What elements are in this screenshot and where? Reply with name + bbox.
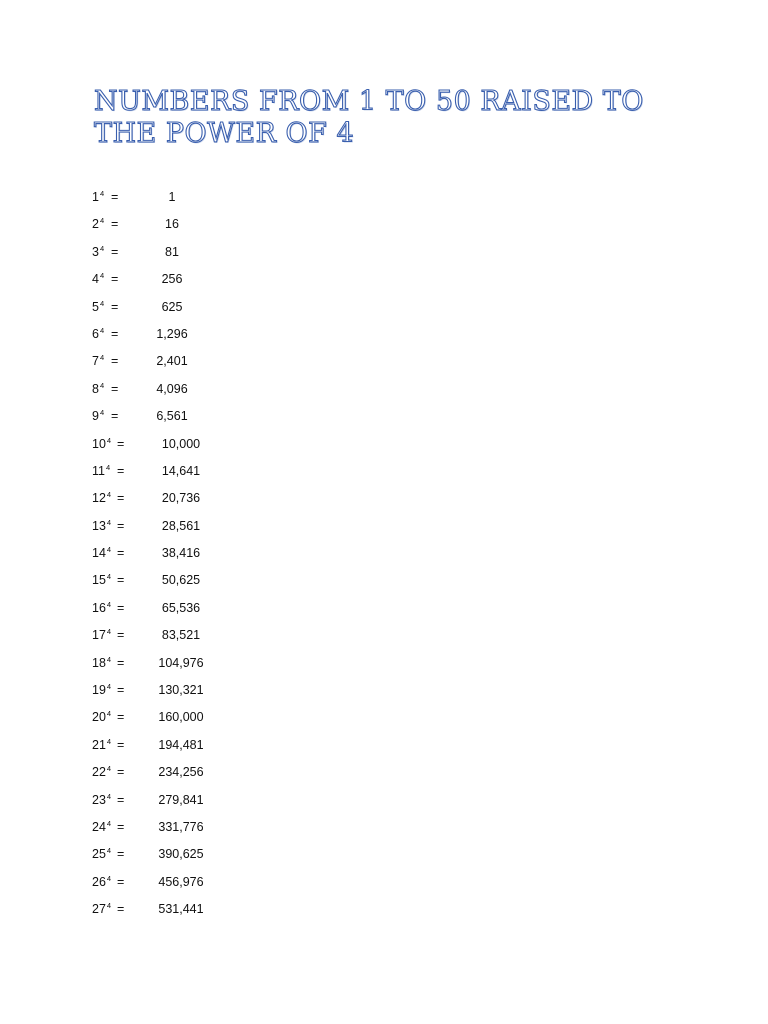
base-number: 27 [92,902,106,917]
base-number: 15 [92,573,106,588]
exponent: 4 [106,490,112,500]
equals-sign: = [117,737,125,752]
list-item [92,487,352,514]
base-number: 17 [92,628,106,643]
equals-sign: = [111,217,119,232]
exponent: 4 [106,873,112,883]
row-value: 130,321 [158,683,204,698]
row-value: 625 [161,299,183,314]
equals-sign: = [117,847,125,862]
exponent: 4 [99,408,105,418]
base-number: 3 [92,244,99,259]
exponent: 4 [106,599,112,609]
power-list [92,186,352,926]
equals-sign: = [117,463,125,478]
row-value: 390,625 [158,847,204,862]
row-base [92,241,104,263]
base-number: 25 [92,847,106,862]
list-item [92,761,352,788]
row-value: 1 [168,190,176,204]
base-number: 13 [92,518,106,533]
equals-sign: = [117,765,125,780]
base-number: 1 [92,190,99,204]
row-base [92,542,111,564]
row-base [92,433,111,455]
row-value: 234,256 [158,765,204,780]
row-base [92,268,104,290]
base-number: 16 [92,600,106,615]
list-item [92,268,352,295]
row-base [92,296,104,318]
list-item [92,241,352,268]
row-base [92,898,111,920]
row-base [92,569,111,591]
list-item [92,843,352,870]
row-base [92,487,111,509]
list-item [92,871,352,898]
row-value: 256 [161,272,183,287]
equals-sign: = [111,190,119,204]
row-value: 38,416 [161,546,201,561]
row-value: 104,976 [158,655,204,670]
list-item [92,186,352,213]
equals-sign: = [117,710,125,725]
list-item [92,679,352,706]
exponent: 4 [106,435,112,445]
row-base [92,597,111,619]
exponent: 4 [106,517,112,527]
equals-sign: = [111,299,119,314]
list-item [92,433,352,460]
equals-sign: = [111,272,119,287]
equals-sign: = [117,655,125,670]
list-item [92,624,352,651]
row-value: 14,641 [161,463,201,478]
exponent: 4 [99,380,105,390]
row-value: 28,561 [161,518,201,533]
base-number: 12 [92,491,106,506]
exponent: 4 [106,764,112,774]
list-item [92,350,352,377]
row-base [92,350,104,372]
exponent: 4 [106,545,112,555]
row-base [92,789,111,811]
row-base [92,186,104,208]
equals-sign: = [117,874,125,889]
row-base [92,323,104,345]
base-number: 21 [92,737,106,752]
base-number: 19 [92,683,106,698]
row-value: 6,561 [156,409,188,424]
base-number: 11 [92,463,105,478]
exponent: 4 [99,298,105,308]
list-item [92,460,352,487]
exponent: 4 [106,901,112,911]
list-item [92,816,352,843]
row-base [92,734,111,756]
list-item [92,378,352,405]
equals-sign: = [117,792,125,807]
base-number: 22 [92,765,106,780]
row-base [92,515,111,537]
equals-sign: = [111,409,119,424]
exponent: 4 [106,818,112,828]
row-base [92,624,111,646]
list-item [92,789,352,816]
base-number: 7 [92,354,99,369]
row-base [92,761,111,783]
equals-sign: = [117,628,125,643]
list-item [92,652,352,679]
base-number: 23 [92,792,106,807]
exponent: 4 [106,654,112,664]
row-value: 1,296 [156,326,188,341]
list-item [92,515,352,542]
base-number: 24 [92,819,106,834]
list-item [92,597,352,624]
base-number: 5 [92,299,99,314]
equals-sign: = [117,436,125,451]
equals-sign: = [111,354,119,369]
equals-sign: = [117,683,125,698]
base-number: 18 [92,655,106,670]
equals-sign: = [117,902,125,917]
exponent: 4 [99,271,105,281]
row-value: 279,841 [158,792,204,807]
row-value: 531,441 [158,902,204,917]
row-value: 50,625 [161,573,201,588]
row-base [92,679,111,701]
row-value: 2,401 [156,354,188,369]
row-value: 4,096 [156,381,188,396]
exponent: 4 [99,325,105,335]
equals-sign: = [111,326,119,341]
list-item [92,569,352,596]
equals-sign: = [117,518,125,533]
row-value: 160,000 [158,710,204,725]
row-value: 20,736 [161,491,201,506]
row-value: 81 [165,244,179,259]
base-number: 8 [92,381,99,396]
row-value: 10,000 [161,436,201,451]
exponent: 4 [99,353,105,363]
exponent: 4 [99,216,105,226]
row-base [92,652,111,674]
base-number: 6 [92,326,99,341]
row-value: 456,976 [158,874,204,889]
exponent: 4 [99,243,105,253]
exponent: 4 [99,189,105,198]
equals-sign: = [117,546,125,561]
exponent: 4 [106,791,112,801]
equals-sign: = [117,491,125,506]
exponent: 4 [106,682,112,692]
row-value: 16 [165,217,179,232]
row-base [92,213,104,235]
base-number: 4 [92,272,99,287]
equals-sign: = [117,600,125,615]
list-item [92,296,352,323]
page-title: NUMBERS FROM 1 TO 50 RAISED TO THE POWER OF 4 [94,86,644,149]
row-base [92,378,104,400]
row-value: 83,521 [161,628,201,643]
row-value: 194,481 [158,737,204,752]
row-value: 331,776 [158,819,204,834]
exponent: 4 [106,846,112,856]
base-number: 20 [92,710,106,725]
base-number: 14 [92,546,106,561]
row-base [92,843,111,865]
base-number: 9 [92,409,99,424]
exponent: 4 [106,627,112,637]
row-value: 65,536 [161,600,201,615]
row-base [92,871,111,893]
row-base [92,460,110,482]
equals-sign: = [117,573,125,588]
exponent: 4 [105,462,111,472]
row-base [92,706,111,728]
list-item [92,213,352,240]
exponent: 4 [106,572,112,582]
exponent: 4 [106,709,112,719]
base-number: 10 [92,436,106,451]
list-item [92,405,352,432]
list-item [92,734,352,761]
list-item [92,898,352,925]
list-item [92,542,352,569]
row-base [92,405,104,427]
equals-sign: = [117,819,125,834]
equals-sign: = [111,381,119,396]
row-base [92,816,111,838]
list-item [92,323,352,350]
base-number: 2 [92,217,99,232]
equals-sign: = [111,244,119,259]
base-number: 26 [92,874,106,889]
exponent: 4 [106,736,112,746]
list-item [92,706,352,733]
